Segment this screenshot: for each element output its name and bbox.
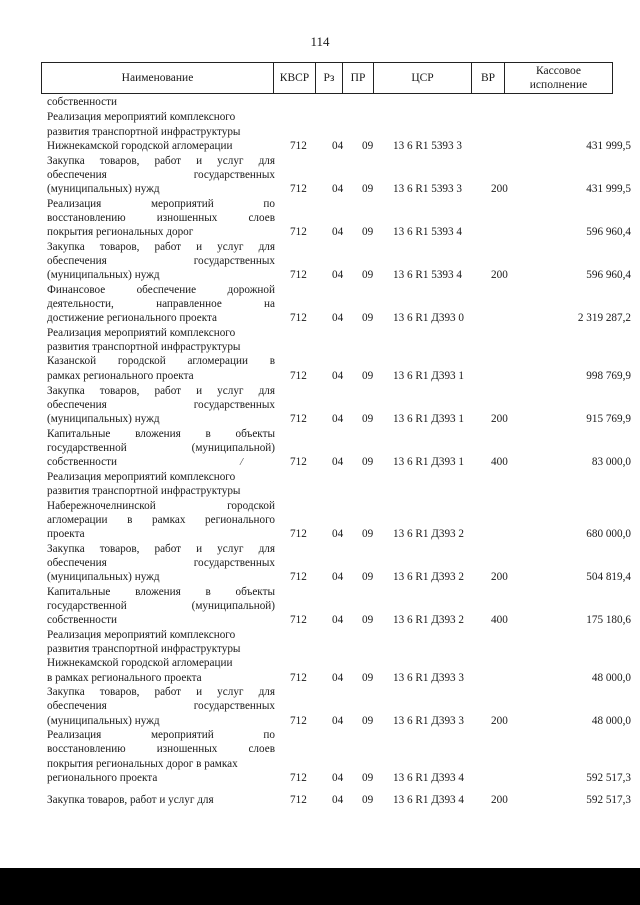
cell-csr: 13 6 R1 Д393 2 (393, 571, 465, 583)
cell-kas: 48 000,0 (591, 672, 631, 684)
name-cell-line: государственной (муниципальной) (47, 600, 275, 612)
cell-pr: 09 (362, 571, 374, 583)
cell-pr: 09 (362, 794, 374, 806)
name-cell-line: покрытия региональных дорог (47, 226, 194, 238)
scan-bottom-edge (0, 868, 640, 905)
cell-csr: 13 6 R1 Д393 3 (393, 715, 465, 727)
name-cell-line: Реализация мероприятий по (47, 729, 275, 741)
cell-rz: 04 (332, 312, 344, 324)
cell-kvsr: 712 (290, 226, 307, 238)
cell-kas: 504 819,4 (586, 571, 631, 583)
cell-kas: 596 960,4 (586, 269, 631, 281)
name-cell-line: Реализация мероприятий комплексного (47, 111, 236, 123)
name-cell-line: развития транспортной инфраструктуры (47, 485, 241, 497)
cell-pr: 09 (362, 269, 374, 281)
name-cell-line: Реализация мероприятий по (47, 198, 275, 210)
cell-pr: 09 (362, 413, 374, 425)
cell-kvsr: 712 (290, 312, 307, 324)
name-cell-line: (муниципальных) нужд (47, 413, 160, 425)
cell-csr: 13 6 R1 Д393 4 (393, 772, 465, 784)
cell-rz: 04 (332, 183, 344, 195)
column-header-name: Наименование (41, 63, 274, 93)
cell-kvsr: 712 (290, 269, 307, 281)
cell-vr: 200 (491, 794, 508, 806)
cell-csr: 13 6 R1 Д393 0 (393, 312, 465, 324)
cell-csr: 13 6 R1 5393 4 (393, 226, 462, 238)
cell-kvsr: 712 (290, 672, 307, 684)
cell-pr: 09 (362, 715, 374, 727)
cell-rz: 04 (332, 794, 344, 806)
cell-kas: 431 999,5 (586, 183, 631, 195)
name-cell-line: собственности (47, 96, 117, 108)
cell-kas: 592 517,3 (586, 772, 631, 784)
name-cell-line: Закупка товаров, работ и услуг для (47, 241, 275, 253)
name-cell-line: агломерации в рамках регионального (47, 514, 275, 526)
name-cell-line: Нижнекамской городской агломерации (47, 140, 233, 152)
cell-csr: 13 6 R1 5393 3 (393, 140, 462, 152)
column-header-kvsr: КВСР (274, 63, 316, 93)
cell-csr: 13 6 R1 Д393 2 (393, 614, 465, 626)
column-header-vr: ВР (472, 63, 505, 93)
cell-kas: 680 000,0 (586, 528, 631, 540)
name-cell-line: Капитальные вложения в объекты (47, 586, 275, 598)
name-cell-line: (муниципальных) нужд (47, 571, 160, 583)
cell-rz: 04 (332, 226, 344, 238)
cell-rz: 04 (332, 614, 344, 626)
cell-rz: 04 (332, 528, 344, 540)
page-number: 114 (310, 34, 330, 49)
cell-kas: 175 180,6 (586, 614, 631, 626)
cell-vr: 200 (491, 269, 508, 281)
cell-vr: 200 (491, 413, 508, 425)
cell-csr: 13 6 R1 Д393 1 (393, 413, 465, 425)
cell-rz: 04 (332, 571, 344, 583)
cell-vr: 200 (491, 715, 508, 727)
cell-kas: 592 517,3 (586, 794, 631, 806)
cell-kas: 915 769,9 (586, 413, 631, 425)
cell-kvsr: 712 (290, 794, 307, 806)
name-cell-line: рамках регионального проекта (47, 370, 194, 382)
name-cell-line: государственной (муниципальной) (47, 442, 275, 454)
column-header-csr: ЦСР (374, 63, 472, 93)
name-cell-line: обеспечения государственных (47, 169, 275, 181)
cell-kvsr: 712 (290, 772, 307, 784)
name-cell-line: обеспечения государственных (47, 557, 275, 569)
cell-pr: 09 (362, 456, 374, 468)
name-cell-line: Закупка товаров, работ и услуг для (47, 155, 275, 167)
cell-kvsr: 712 (290, 456, 307, 468)
name-cell-line: обеспечения государственных (47, 255, 275, 267)
cell-rz: 04 (332, 456, 344, 468)
cell-rz: 04 (332, 140, 344, 152)
name-cell-line: собственности (47, 614, 117, 626)
cell-rz: 04 (332, 772, 344, 784)
cell-vr: 400 (491, 456, 508, 468)
cell-csr: 13 6 R1 5393 3 (393, 183, 462, 195)
cell-kas: 83 000,0 (591, 456, 631, 468)
name-cell-line: развития транспортной инфраструктуры (47, 341, 241, 353)
margin-mark: / (240, 456, 244, 468)
cell-kvsr: 712 (290, 571, 307, 583)
name-cell-line: Финансовое обеспечение дорожной (47, 284, 275, 296)
cell-csr: 13 6 R1 Д393 4 (393, 794, 465, 806)
name-cell-line: развития транспортной инфраструктуры (47, 126, 241, 138)
cell-kas: 998 769,9 (586, 370, 631, 382)
name-cell-line: восстановлению изношенных слоев (47, 743, 275, 755)
name-cell-line: Нижнекамской городской агломерации (47, 657, 233, 669)
cell-rz: 04 (332, 413, 344, 425)
cell-pr: 09 (362, 528, 374, 540)
name-cell-line: Набережночелнинской городской (47, 500, 275, 512)
cell-rz: 04 (332, 672, 344, 684)
name-cell-line: развития транспортной инфраструктуры (47, 643, 241, 655)
cell-kvsr: 712 (290, 370, 307, 382)
name-cell-line: Закупка товаров, работ и услуг для (47, 543, 275, 555)
name-cell-line: восстановлению изношенных слоев (47, 212, 275, 224)
cell-csr: 13 6 R1 Д393 1 (393, 370, 465, 382)
cell-kvsr: 712 (290, 413, 307, 425)
name-cell-line: Капитальные вложения в объекты (47, 428, 275, 440)
name-cell-line: в рамках регионального проекта (47, 672, 202, 684)
name-cell-line: (муниципальных) нужд (47, 715, 160, 727)
cell-kas: 2 319 287,2 (577, 312, 631, 324)
name-cell-line: Реализация мероприятий комплексного (47, 629, 236, 641)
column-header-pr: ПР (343, 63, 374, 93)
cell-kvsr: 712 (290, 614, 307, 626)
cell-vr: 200 (491, 571, 508, 583)
cell-csr: 13 6 R1 Д393 1 (393, 456, 465, 468)
cell-rz: 04 (332, 715, 344, 727)
cell-pr: 09 (362, 183, 374, 195)
cell-kvsr: 712 (290, 528, 307, 540)
name-cell-line: проекта (47, 528, 85, 540)
name-cell-line: деятельности, направленное на (47, 298, 275, 310)
cell-kas: 431 999,5 (586, 140, 631, 152)
cell-pr: 09 (362, 140, 374, 152)
cell-csr: 13 6 R1 5393 4 (393, 269, 462, 281)
name-cell-line: собственности (47, 456, 117, 468)
cell-kvsr: 712 (290, 715, 307, 727)
cell-kas: 596 960,4 (586, 226, 631, 238)
name-cell-line: достижение регионального проекта (47, 312, 217, 324)
name-cell-line: обеспечения государственных (47, 700, 275, 712)
column-header-cash-line1: Кассовое (536, 65, 581, 77)
column-header-rz: Рз (316, 63, 343, 93)
name-cell-line: покрытия региональных дорог в рамках (47, 758, 238, 770)
cell-rz: 04 (332, 269, 344, 281)
name-cell-line: регионального проекта (47, 772, 158, 784)
column-header-cash-line2: исполнение (529, 79, 588, 91)
cell-pr: 09 (362, 672, 374, 684)
name-cell-line: Закупка товаров, работ и услуг для (47, 686, 275, 698)
cell-pr: 09 (362, 226, 374, 238)
cell-vr: 200 (491, 183, 508, 195)
cell-csr: 13 6 R1 Д393 2 (393, 528, 465, 540)
cell-csr: 13 6 R1 Д393 3 (393, 672, 465, 684)
name-cell-line: Закупка товаров, работ и услуг для (47, 794, 214, 806)
cell-pr: 09 (362, 614, 374, 626)
cell-pr: 09 (362, 370, 374, 382)
cell-pr: 09 (362, 312, 374, 324)
cell-kvsr: 712 (290, 183, 307, 195)
cell-pr: 09 (362, 772, 374, 784)
name-cell-line: обеспечения государственных (47, 399, 275, 411)
name-cell-line: (муниципальных) нужд (47, 269, 160, 281)
name-cell-line: Реализация мероприятий комплексного (47, 327, 236, 339)
cell-kas: 48 000,0 (591, 715, 631, 727)
name-cell-line: (муниципальных) нужд (47, 183, 160, 195)
name-cell-line: Казанской городской агломерации в (47, 355, 275, 367)
name-cell-line: Реализация мероприятий комплексного (47, 471, 236, 483)
name-cell-line: Закупка товаров, работ и услуг для (47, 385, 275, 397)
cell-vr: 400 (491, 614, 508, 626)
cell-kvsr: 712 (290, 140, 307, 152)
cell-rz: 04 (332, 370, 344, 382)
